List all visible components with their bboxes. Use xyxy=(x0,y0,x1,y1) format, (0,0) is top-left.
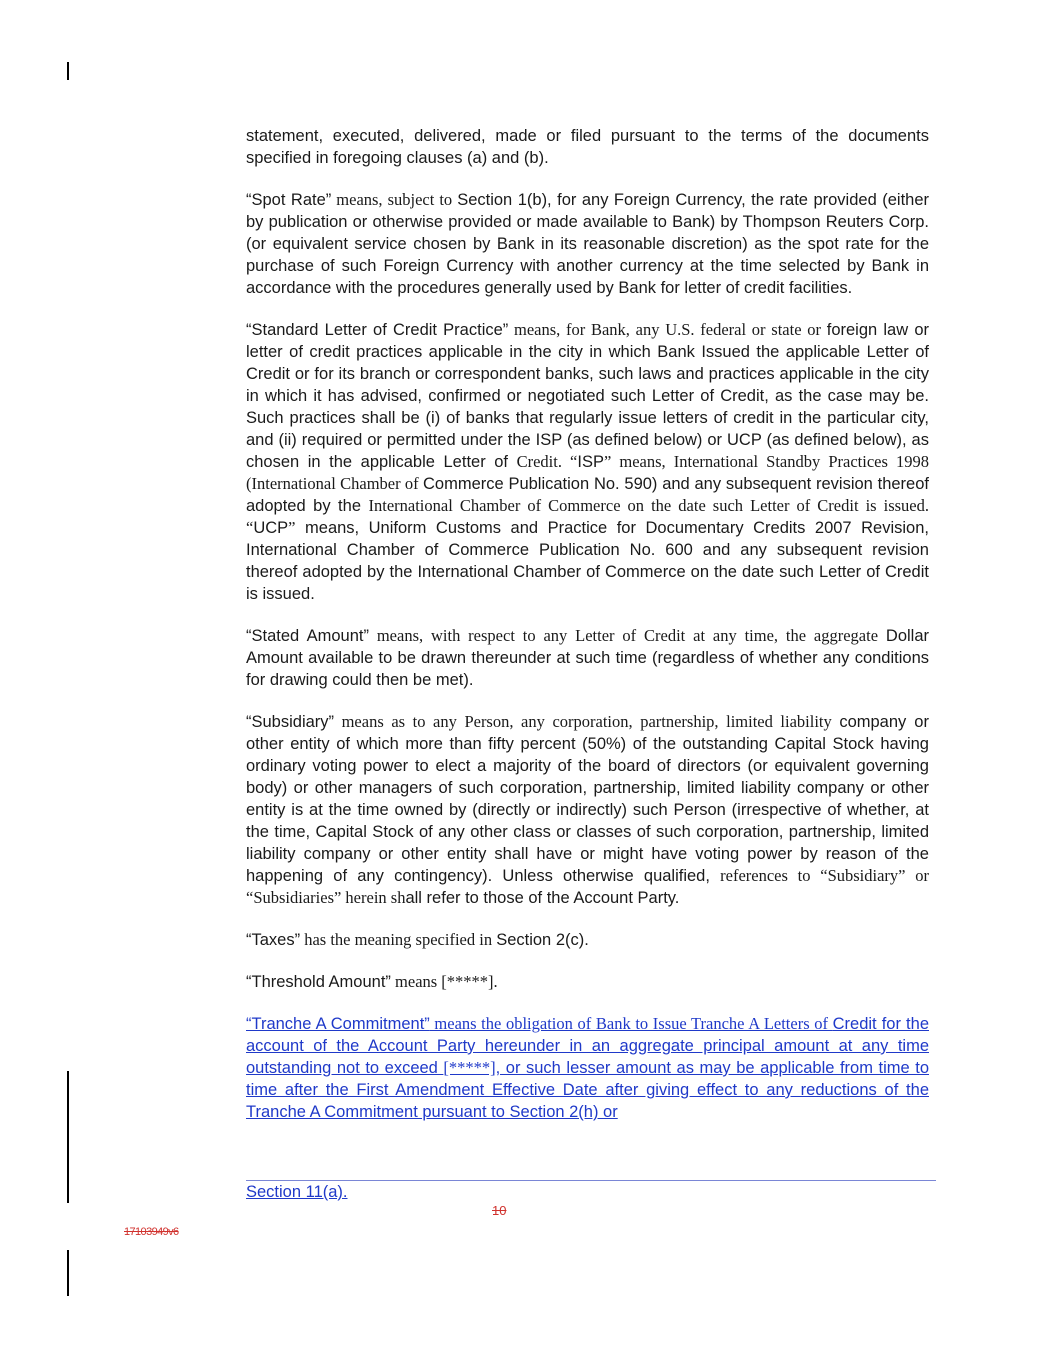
spot-rate-body: Section 1(b), for any Foreign Currency, the rate provided (either by publication or otherwise provided or made available to Bank) by Thompson Reuters Corp. (or equivalent service chosen by Bank in its reasonable discretion) as the spot rate for the purchase of such Foreign Currency with another currency at the time selected by Bank in accordance with the procedures generally used by Bank for letter of credit facilities. xyxy=(246,191,929,297)
term-spot-rate: “Spot Rate” xyxy=(246,191,332,209)
term-ucp: UCP xyxy=(253,519,289,537)
taxes-body: Section 2(c). xyxy=(496,931,589,949)
tranche-a-body-1: Credit for the account of the Account Party hereunder in an aggregate principal amount at any time outstanding not to exceed xyxy=(246,1015,929,1077)
change-bar-footer xyxy=(67,1250,69,1296)
definition-threshold-amount xyxy=(246,971,929,993)
term-tranche-a-commitment: “Tranche A Commitment” xyxy=(246,1015,430,1033)
subsidiary-serif-tail: references to “Subsidiary” or “Subsidiaries” herein sh xyxy=(246,866,929,907)
ucp-quote: ” xyxy=(288,518,296,537)
document-body xyxy=(246,125,929,1123)
intro-paragraph xyxy=(246,125,929,169)
isp-tail: International Chamber of Commerce on the date such Letter of Credit is issued. “ xyxy=(246,496,929,537)
definition-taxes xyxy=(246,929,929,951)
definition-spot-rate xyxy=(246,189,929,299)
change-bar-tranche xyxy=(67,1071,69,1203)
stated-amount-connector: means, with respect to any Letter of Credit at any time, the aggregate xyxy=(368,626,886,645)
page-number: 10 xyxy=(492,1203,507,1218)
change-bar-top xyxy=(67,62,69,80)
stated-amount-body: Dollar Amount available to be drawn thereunder at such time (regardless of whether any conditions for drawing could then be met). xyxy=(246,627,930,689)
isp-lead: Credit. “ xyxy=(516,452,578,471)
definition-standard-loc-practice xyxy=(246,319,929,605)
tranche-a-connector: means the obligation of Bank to Issue Tranche A Letters of xyxy=(429,1014,833,1033)
term-subsidiary: “Subsidiary” xyxy=(246,713,335,731)
ucp-body: means, Uniform Customs and Practice for Documentary Credits 2007 Revision, International Chamber of Commerce Publication No. 600 and any subsequent revision thereof adopted by the International Chamber of Commerce on the date such Letter of Credit is issued. xyxy=(246,519,929,603)
insertion-rule xyxy=(246,1180,936,1181)
subsidiary-sans-tail: all refer to those of the Account Party. xyxy=(405,889,680,907)
term-stated-amount: “Stated Amount” xyxy=(246,627,369,645)
tranche-a-last-line: Section 11(a). xyxy=(246,1183,348,1201)
subsidiary-connector: means as to any Person, any corporation, partnership, limited liability xyxy=(334,712,840,731)
document-id: 17103949v6 xyxy=(124,1226,179,1238)
intro-text: statement, executed, delivered, made or filed pursuant to the terms of the documents specified in foregoing clauses (a) and (b). xyxy=(246,127,929,167)
term-taxes: “Taxes” xyxy=(246,931,301,949)
definition-subsidiary xyxy=(246,711,929,909)
term-isp: ISP xyxy=(577,453,604,471)
standard-loc-body: foreign law or letter of credit practices applicable in the city in which Bank Issued the applicable Letter of Credit or for its branch or correspondent banks, such laws and practices applicable in the city in which it has advised, confirmed or negotiated such Letter of Credit, as the case may be. Such practices shall be (i) of banks that regularly issue letters of credit in the particular city, and (ii) required or permitted under the ISP (as defined below) or UCP (as defined below), as chosen in the applicable Letter of xyxy=(246,321,929,471)
definition-tranche-a-commitment xyxy=(246,1013,929,1123)
isp-connector: ” means, International Standby Practices 1998 (International Chamber of xyxy=(246,452,929,493)
tranche-a-bracket: [*****] xyxy=(443,1058,496,1077)
taxes-connector: has the meaning specified in xyxy=(300,930,497,949)
threshold-connector: means [*****]. xyxy=(390,972,498,991)
term-threshold-amount: “Threshold Amount” xyxy=(246,973,391,991)
standard-loc-connector: means, for Bank, any U.S. federal or state or xyxy=(508,320,827,339)
tranche-a-body-2: , or such lesser amount as may be applicable from time to time after the First Amendment Effective Date after giving effect to any reductions of the Tranche A Commitment pursuant to Section 2(h) or xyxy=(246,1059,929,1121)
definition-stated-amount xyxy=(246,625,929,691)
isp-body: Commerce Publication No. 590) and any subsequent revision thereof adopted by the xyxy=(246,475,929,515)
spot-rate-connector: means, subject to xyxy=(331,190,458,209)
term-standard-loc-practice: “Standard Letter of Credit Practice” xyxy=(246,321,509,339)
subsidiary-body: company or other entity of which more than fifty percent (50%) of the outstanding Capital Stock having ordinary voting power to elect a majority of the board of directors (or equivalent governing body) or other managers of such corporation, partnership, limited liability company or other entity is at the time owned by (directly or indirectly) such Person (irrespective of whether, at the time, Capital Stock of any other class or classes of such corporation, partnership, limited liability company or other entity shall have or might have voting power by reason of the happening of any contingency). Unless otherwise qualified, xyxy=(246,713,929,885)
